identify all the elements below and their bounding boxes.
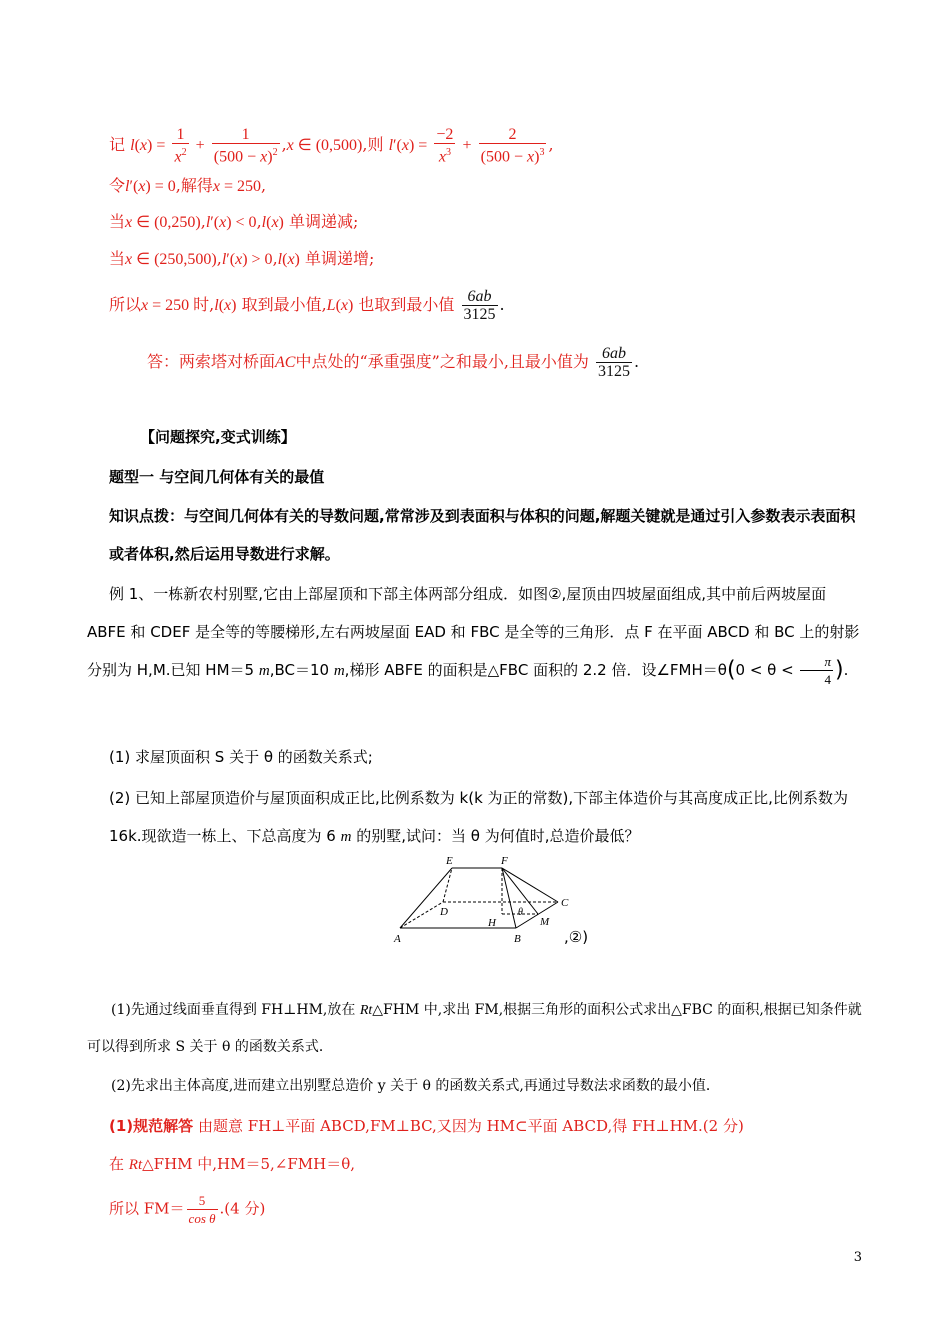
- answer-line: 答：两索塔对桥面AC中点处的“承重强度”之和最小,且最小值为 $\frac{6ab}{3125}$ .: [147, 345, 640, 380]
- edge-AD: [400, 902, 443, 928]
- label-M: M: [540, 916, 550, 928]
- label-D: D: [440, 906, 448, 918]
- edge-CF: [502, 868, 558, 902]
- answer-line-3: 所以 FM＝ $\frac{5}{\text{cos θ}}$ .(4 分): [109, 1193, 266, 1226]
- label-C: C: [561, 897, 569, 909]
- solution-line-1: 记 l(x) = $\frac{1}{x^2}$ + $\frac{1}{(500 - x)^2}$ ,x ∈ (0,500),则 l′(x) = $\frac{-2}{x^3}$ + $\frac{2}{(500 - x)^3}$ ,: [109, 126, 554, 166]
- analysis-2: (2)先求出主体高度,进而建立出别墅总造价 y 关于 θ 的函数关系式,再通过导数法求函数的最小值．: [111, 1078, 720, 1094]
- house-roof-figure: [388, 852, 628, 952]
- page-number: 3: [853, 1250, 862, 1265]
- label-F: F: [501, 855, 508, 867]
- label-theta: θ: [518, 907, 523, 918]
- label-E: E: [446, 855, 453, 867]
- solution-line-4: 当x ∈ (250,500),l′(x) > 0,l(x) 单调递增;: [109, 249, 375, 268]
- edge-AE: [400, 868, 452, 928]
- solution-line-2: 令l′(x) = 0,解得x = 250,: [109, 176, 267, 195]
- label-B: B: [514, 933, 521, 945]
- type-title: 题型一 与空间几何体有关的最值: [109, 468, 325, 486]
- label-A: A: [394, 933, 401, 945]
- label-H: H: [488, 917, 496, 929]
- example-text: 例 1、一栋新农村别墅,它由上部屋顶和下部主体两部分组成．如图②,屋顶由四坡屋面组成,其中前后两坡屋面 ABFE 和 CDEF 是全等的等腰梯形,左右两坡屋面 EAD 和 FBC 是全等的三角形．点 F 在平面 ABCD 和 BC 上的射影分别为 H,M.已知 HM＝5 m,BC＝10 m,梯形 ABFE 的面积是△FBC 面积的 2.2 倍．设∠FMH＝θ(0 < θ < $\frac{\pi}{4}$ ).: [87, 585, 860, 687]
- solution-line-5: 所以x = 250 时,l(x) 取到最小值,L(x) 也取到最小值 $\frac{6ab}{3125}$ .: [109, 288, 505, 323]
- question-2: (2) 已知上部屋顶造价与屋顶面积成正比,比例系数为 k(k 为正的常数),下部主体造价与其高度成正比,比例系数为 16k.现欲造一栋上、下总高度为 6 m 的别墅,试问：当 θ 为何值时,总造价最低？: [109, 789, 848, 845]
- section-heading: 【问题探究,变式训练】: [140, 428, 296, 446]
- question-1: (1) 求屋顶面积 S 关于 θ 的函数关系式;: [109, 748, 373, 766]
- knowledge-tip: 知识点拨：与空间几何体有关的导数问题,常常涉及到表面积与体积的问题,解题关键就是通过引入参数表示表面积或者体积,然后运用导数进行求解。: [109, 507, 856, 563]
- analysis-1: (1)先通过线面垂直得到 FH⊥HM,放在 Rt△FHM 中,求出 FM,根据三角形的面积公式求出△FBC 的面积,根据已知条件就可以得到所求 S 关于 θ 的函数关系式．: [87, 1002, 862, 1055]
- answer-line-2: 在 Rt△FHM 中,HM＝5,∠FMH＝θ,: [109, 1155, 356, 1173]
- figure-caption: ,②): [564, 928, 589, 946]
- solution-line-3: 当x ∈ (0,250),l′(x) < 0,l(x) 单调递减;: [109, 212, 359, 231]
- answer-line-1: (1)规范解答 由题意 FH⊥平面 ABCD,FM⊥BC,又因为 HM⊂平面 ABCD,得 FH⊥HM.(2 分): [109, 1117, 744, 1135]
